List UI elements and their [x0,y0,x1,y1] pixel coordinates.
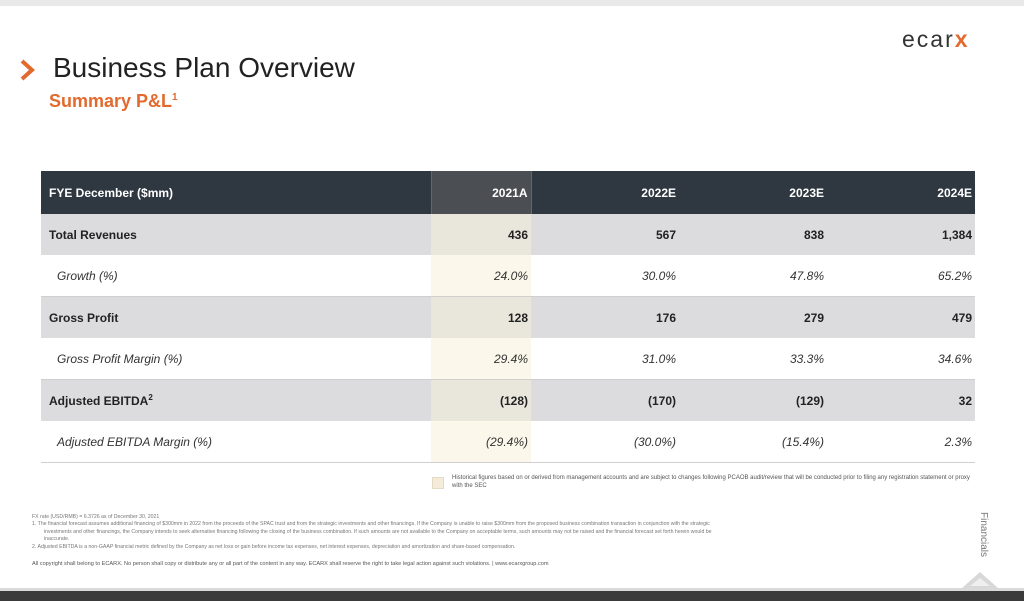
window-top-edge [0,0,1024,6]
header-year-2021a: 2021A [431,171,531,214]
cell-value: 128 [431,297,531,339]
chevron-right-icon [18,58,38,82]
table-row-total-revenues [41,214,975,255]
cell-value: 279 [679,297,827,339]
table-row-adjusted-ebitda-margin [41,421,975,463]
cell-value: (15.4%) [679,421,827,463]
row-label: Adjusted EBITDA Margin (%) [41,421,431,463]
cell-value: 31.0% [531,338,679,380]
triangle-mark-icon [960,570,1000,590]
row-label: Growth (%) [41,255,431,297]
copyright-notice: All copyright shall belong to ECARX. No person shall copy or distribute any or all part of the content in any way. ECARX shall reserve the right to take legal action against such violations. | www.ecarxgroup.com [32,561,549,567]
table-row-growth [41,255,975,297]
historical-legend-text: Historical figures based on or derived from management accounts and are subject to changes following PCAOB audit/review that will be conducted prior to filing any registration statement or proxy with the SEC [452,475,970,489]
row-label: Adjusted EBITDA$^2$ [41,380,431,422]
cell-value: 34.6% [827,338,975,380]
cell-value: (129) [679,380,827,422]
cell-value: 479 [827,297,975,339]
slide-title: Business Plan Overview [53,52,355,83]
footnote-1-end: inaccurate. [44,536,70,543]
header-year-2024e: 2024E [827,171,975,214]
header-label: FYE December ($mm) [41,171,431,214]
cell-value: 30.0% [531,255,679,297]
cell-value: 176 [531,297,679,339]
section-tab-financials: Financials [978,512,989,558]
cell-value: 24.0% [431,255,531,297]
pl-table [41,171,975,463]
footnote-1: 1. The financial forecast assumes additional financing of $300mm in 2022 from the proceeds of the SPAC trust and from the strategic investments and other financings. If the Company is unable to raise $300mm from the proposed business combination transaction in conjunction with the strategic [32,521,710,528]
header-year-2023e: 2023E [679,171,827,214]
footnotes [32,514,972,551]
cell-value: (128) [431,380,531,422]
table-row-gross-profit [41,297,975,339]
historical-legend-swatch [432,477,444,489]
table-row-adjusted-ebitda [41,380,975,422]
table-header-row [41,171,975,214]
row-label: Gross Profit [41,297,431,339]
cell-value: (30.0%) [531,421,679,463]
cell-value: 1,384 [827,214,975,255]
cell-value: (29.4%) [431,421,531,463]
cell-value: 47.8% [679,255,827,297]
slide-subtitle: Summary $P\&L^1$ [49,91,178,111]
cell-value: 32 [827,380,975,422]
cell-value: 2.3% [827,421,975,463]
cell-value: 436 [431,214,531,255]
row-label: Gross Profit Margin (%) [41,338,431,380]
header-year-2022e: 2022E [531,171,679,214]
cell-value: 29.4% [431,338,531,380]
footnote-1-cont: investments and other financings, the Company intends to seek alternative financing following the closing of the business combination. If such amounts are not available to the Company on acceptable terms, such amounts may not be raised and the financial forecast set forth herein would be [44,528,712,535]
ecarx-logo: ecarx [902,26,970,52]
cell-value: 33.3% [679,338,827,380]
footnote-fx: FX rate (USD/RMB) = 6.3726 as of December 30, 2021 [32,514,160,520]
footnote-2: 2. Adjusted EBITDA is a non-GAAP financial metric defined by the Company as net loss or gain before income tax expenses, net interest expenses, depreciation and amortization and share-based compensation. [32,543,516,550]
cell-value: 65.2% [827,255,975,297]
window-bottom-edge [0,591,1024,601]
cell-value: 567 [531,214,679,255]
cell-value: 838 [679,214,827,255]
row-label: Total Revenues [41,214,431,255]
table-row-gross-profit-margin [41,338,975,380]
pl-table-container [41,171,975,463]
cell-value: (170) [531,380,679,422]
